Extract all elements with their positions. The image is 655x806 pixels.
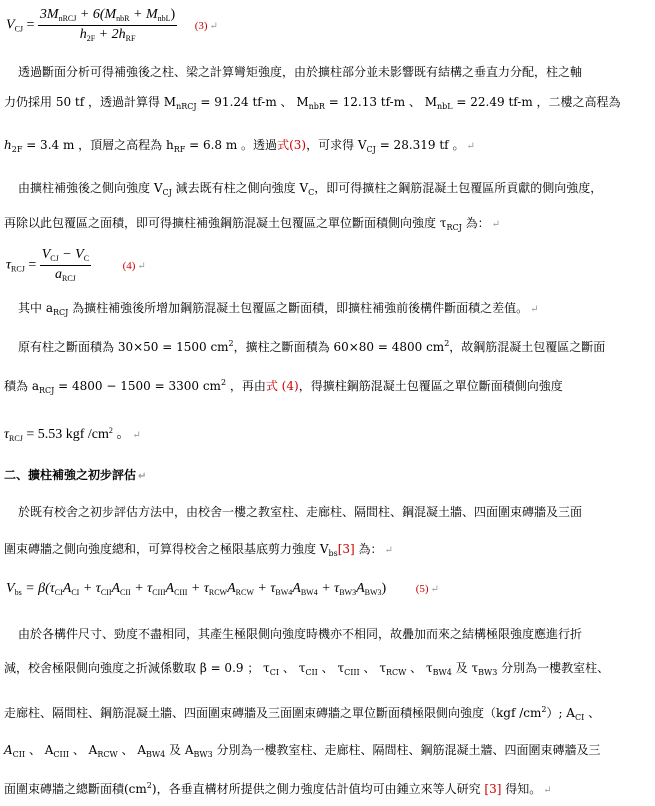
text-run: RCJ (38, 386, 55, 395)
paragraph-1-line-1: 透過斷面分析可得補強後之柱、梁之計算彎矩強度，由於擴柱部分並未影響既有結構之垂直力分配，柱之軸 (18, 65, 583, 79)
paragraph-6-line-5 (4, 782, 552, 796)
text-run: 為： (461, 216, 490, 230)
text-run: ↵ (491, 219, 501, 230)
text-run: V (6, 581, 15, 596)
paragraph-3 (18, 302, 539, 317)
text-run: CII (100, 588, 112, 597)
text-run: ↵ (466, 141, 475, 152)
text-run: ，再由 (226, 379, 266, 393)
text-run: RCJ (11, 264, 25, 274)
text-run: 分別為一樓教室柱、走廊柱、隔間柱、鋼筋混凝土牆、四面圍束磚牆及三 (212, 743, 601, 757)
text-run: CIII (344, 668, 360, 677)
text-run: 2 (220, 378, 227, 387)
text-run: τ (4, 427, 10, 442)
equation-4-label: (4) (122, 259, 136, 272)
text-run: 、 A (69, 743, 98, 757)
equation-4 (6, 248, 146, 283)
text-run: 、 (584, 706, 601, 720)
text-run: τ (6, 257, 12, 273)
text-run: nbR (308, 102, 325, 111)
text-run: CII (120, 588, 131, 597)
text-run: ↵ (543, 785, 552, 796)
text-run: = 12.13 tf-m 、 M (324, 95, 437, 109)
text-run: CIII (174, 588, 188, 597)
paragraph-6-line-2 (4, 662, 609, 677)
paragraph-4-line-2 (4, 379, 563, 395)
text-run: RCJ (9, 434, 23, 443)
text-run: RCJ (446, 223, 462, 232)
text-run: 及 τ (451, 661, 479, 675)
text-run: 其中 a (18, 301, 53, 315)
text-run: = 4800 − 1500 = 3300 cm (54, 379, 221, 393)
text-run: 力仍採用 50 tf ，透過計算得 M (4, 95, 177, 109)
text-run: 面圍束磚牆之總斷面積(cm (4, 782, 147, 796)
paragraph-6-line-3 (4, 706, 600, 722)
text-run: A (292, 581, 301, 596)
text-run: = 22.49 tf-m ，二樓之高程為 (452, 95, 621, 109)
text-run: A (227, 581, 236, 596)
ref-eq-4: 式 (4) (265, 379, 299, 393)
text-run: BW3 (478, 668, 498, 677)
text-run: nRCJ (176, 102, 197, 111)
text-run: + τ (79, 581, 101, 596)
text-run: ，得擴柱鋼筋混凝土包覆區之單位斷面積側向強度 (298, 379, 563, 393)
text-run: 再除以此包覆區之面積，即可得擴柱補強鋼筋混凝土包覆區之單位斷面積側向強度 τ (4, 216, 447, 230)
text-run: C (308, 188, 315, 197)
text-run: A (62, 581, 72, 596)
paragraph-1-line-2 (4, 96, 621, 111)
text-run: V (41, 247, 51, 262)
text-run: RCW (235, 588, 254, 597)
text-run: BW4 (432, 668, 452, 677)
text-run: ）; A (546, 706, 575, 720)
paragraph-2-line-2 (4, 217, 500, 232)
text-run: 、 τ (279, 661, 306, 675)
equation-5 (6, 582, 439, 597)
text-run: 、 τ (359, 661, 386, 675)
ref-3-b: [3] (484, 782, 502, 796)
text-run: A (4, 743, 13, 757)
text-run: 減，校舍極限側向強度之折減係數取 β = 0.9 ； τ (4, 661, 270, 675)
text-run (40, 248, 91, 266)
text-run: RCJ (52, 308, 69, 317)
text-run (40, 266, 91, 283)
text-run: 2 (541, 705, 547, 714)
paragraph-4-line-1 (18, 340, 605, 353)
text-run: CJ (162, 188, 172, 197)
text-run: BW4 (275, 588, 293, 597)
text-run: − V (58, 247, 84, 262)
text-run: 。 (112, 427, 131, 442)
text-run: nbL (437, 102, 453, 111)
text-run: = 28.319 tf 。 (375, 138, 465, 152)
text-run: C (83, 254, 90, 263)
text-run: BW4 (146, 750, 166, 759)
text-run: ↵ (137, 260, 146, 272)
text-run: A (111, 581, 121, 596)
text-run: CJ (366, 145, 376, 154)
text-run: 由擴柱補強後之側向強度 V (18, 181, 163, 195)
paragraph-5-line-1: 於既有校舍之初步評估方法中，由校舍一樓之教室柱、走廊柱、隔間柱、鋼混凝土牆、四面圍束磚牆及三面 (18, 505, 583, 519)
equation-3-fraction (38, 8, 177, 43)
ref-3: [3] (337, 542, 355, 556)
text-run: 原有柱之斷面積為 30×50 = 1500 cm (18, 340, 229, 354)
text-run: 圍束磚牆之側向強度總和，可算得校舍之極限基底剪力強度 V (4, 542, 329, 556)
text-run: a (55, 267, 62, 282)
paragraph-6-line-4 (4, 744, 601, 759)
text-run: bs (14, 588, 22, 597)
text-run: A (356, 581, 365, 596)
text-run: BW3 (193, 750, 213, 759)
text-run: CJ (50, 254, 59, 263)
text-run: 2 (108, 426, 113, 435)
text-run: A (165, 581, 175, 596)
paragraph-6-line-1: 由於各構件尺寸、勁度不盡相同，其產生極限側向強度時機亦不相同，故疊加而來之結構極限強度應進行折 (18, 627, 583, 641)
text-run: = β(τ (21, 581, 55, 596)
text-run: 2 (444, 339, 450, 348)
text-run: 2 (228, 339, 234, 348)
text-run: h (4, 138, 12, 152)
equation-3: $V_{CJ}$ = $\frac{3M_{nRCJ} + 6(M_{nbR} + M_{nbL})}{h_{2F} + 2h_{RF}}$ (3) ↵ (6, 7, 218, 43)
text-run: 積為 a (4, 379, 39, 393)
text-run: RCW (208, 588, 228, 597)
text-run: 得知。 (501, 782, 542, 796)
equation-3-label: (3) (194, 19, 208, 32)
text-run: ，故鋼筋混凝土包覆區之斷面 (449, 340, 606, 354)
text-run: + τ (253, 581, 276, 596)
text-run: ↵ (384, 545, 393, 556)
text-run: BW3 (364, 588, 382, 597)
text-run: ) (381, 581, 387, 596)
text-run: 、 τ (406, 661, 433, 675)
text-run: = 5.53 kgf /cm (22, 427, 109, 442)
text-run: CI (54, 588, 63, 597)
text-run: CI (269, 668, 280, 677)
text-run: + τ (130, 581, 153, 596)
text-run: ↵ (138, 471, 147, 482)
text-run: CII (305, 668, 318, 677)
text-run: bs (328, 549, 338, 558)
text-run: ↵ (132, 430, 141, 441)
text-run: CI (71, 588, 80, 597)
text-run: + τ (317, 581, 340, 596)
equation-5-label: (5) (415, 583, 429, 595)
text-run: + τ (187, 581, 209, 596)
text-run: BW4 (300, 588, 318, 597)
text-run: 2F (11, 145, 23, 154)
text-run: BW3 (339, 588, 357, 597)
text-run: 分別為一樓教室柱、 (497, 661, 610, 675)
paragraph-4-line-3 (4, 427, 141, 443)
text-run: CII (12, 750, 26, 759)
text-run: 及 A (165, 743, 194, 757)
text-run: 、 τ (317, 661, 345, 675)
text-run: RCW (385, 668, 407, 677)
text-run: RCJ (62, 274, 76, 283)
text-run: $3M_{nRCJ} + 6(M_{nbR} + M_{nbL})$ (38, 8, 177, 26)
text-run: CIII (53, 750, 70, 759)
ref-eq-3: 式(3) (277, 138, 307, 152)
text-run: 為： (354, 542, 383, 556)
text-run: )，各垂直構材所提供之側力強度估計值均可由鍾立來等人研究 (151, 782, 485, 796)
text-run: RCW (97, 750, 118, 759)
text-run: ，可求得 V (306, 138, 367, 152)
text-run: $h_{2F} + 2h_{RF}$ (79, 27, 136, 43)
text-run: CIII (152, 588, 166, 597)
text-run: 、 A (25, 743, 54, 757)
text-run: 走廊柱、隔間柱、鋼筋混凝土牆、四面圍束磚牆及三面圍束磚牆之單位斷面積極限側向強度（kgf /cm (4, 706, 542, 720)
text-run: ，擴柱之斷面積為 60×80 = 4800 cm (233, 340, 445, 354)
text-run: ，即可得擴柱之鋼筋混凝土包覆區所貢獻的側向強度， (314, 181, 603, 195)
text-run: = 3.4 m ，頂層之高程為 h (22, 138, 174, 152)
equation-4-fraction (40, 248, 91, 283)
text-run: 為擴柱補強後所增加鋼筋混凝土包覆區之斷面積，即擴柱補強前後構件斷面積之差值。 (68, 301, 529, 315)
text-run: 、 A (117, 743, 146, 757)
text-run: ↵ (430, 584, 439, 595)
text-run: 二、擴柱補強之初步評估 (4, 468, 137, 482)
text-run: = 6.8 m 。透過 (185, 138, 278, 152)
text-run: = (24, 257, 40, 273)
paragraph-2-line-1 (18, 182, 602, 197)
paragraph-5-line-2 (4, 543, 393, 558)
text-run: ↵ (530, 304, 539, 315)
text-run: CI (574, 713, 585, 722)
text-run: 減去既有柱之側向強度 V (171, 181, 309, 195)
text-run: = 91.24 tf-m 、 M (196, 95, 309, 109)
section-heading (4, 469, 146, 482)
text-run: 2 (146, 781, 152, 790)
text-run: RF (173, 145, 186, 154)
paragraph-1-line-3 (4, 139, 475, 154)
